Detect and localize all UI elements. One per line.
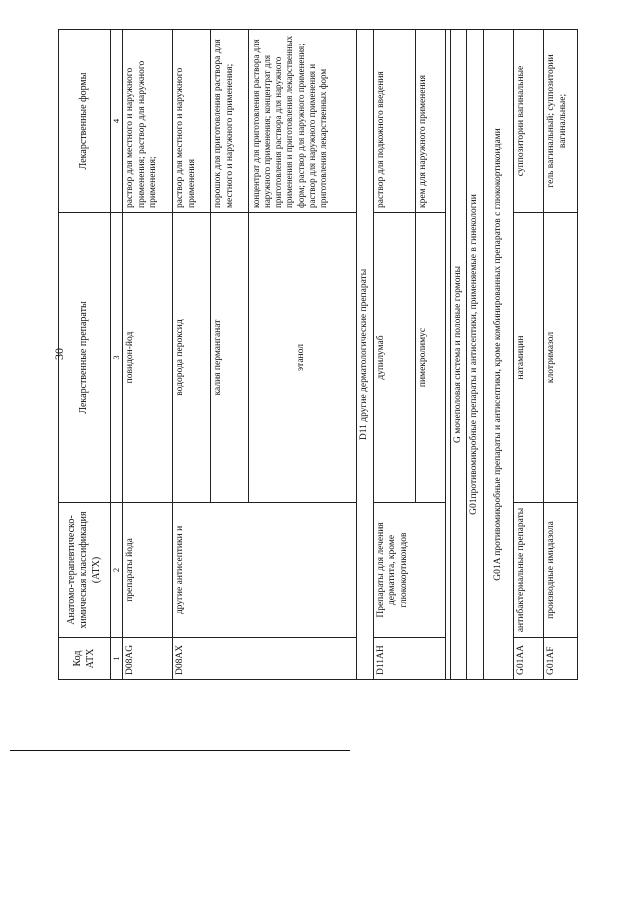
row-code: D11AH bbox=[373, 638, 445, 680]
row-forms: крем для наружного применения bbox=[415, 30, 445, 213]
row-forms: суппозитории вагинальные bbox=[514, 30, 544, 213]
row-code: G01AF bbox=[544, 638, 578, 680]
row-preparation: водорода пероксид bbox=[172, 213, 210, 503]
row-atc: производные имидазола bbox=[544, 503, 578, 638]
header-row bbox=[59, 30, 111, 680]
col-number: 1 bbox=[111, 638, 123, 680]
row-preparation: дупилумаб bbox=[373, 213, 415, 503]
col-number: 3 bbox=[111, 213, 123, 503]
row-preparation: натамицин bbox=[514, 213, 544, 503]
table-row bbox=[122, 30, 172, 680]
table-row bbox=[514, 30, 544, 680]
header-preparations: Лекарственные препараты bbox=[59, 213, 111, 503]
row-forms: раствор для подкожного введения bbox=[373, 30, 415, 213]
row-forms: раствор для местного и наружного применения bbox=[172, 30, 210, 213]
page-number: 30 bbox=[52, 348, 66, 360]
row-preparation: клотримазол bbox=[544, 213, 578, 503]
group-row bbox=[467, 30, 484, 680]
row-forms: порошок для приготовления раствора для местного и наружного применения; bbox=[210, 30, 248, 213]
group-g01a: G01A противомикробные препараты и антисептики, кроме комбинированных препаратов с глюкокортикоидами bbox=[484, 30, 514, 680]
group-g01: G01противомикробные препараты и антисептики, применяемые в гинекологии bbox=[467, 30, 484, 680]
row-preparation: калия перманганат bbox=[210, 213, 248, 503]
row-preparation: этанол bbox=[248, 213, 356, 503]
group-g: G мочеполовая система и половые гормоны bbox=[450, 30, 467, 680]
table-row bbox=[172, 30, 210, 680]
column-number-row bbox=[111, 30, 123, 680]
col-number: 4 bbox=[111, 30, 123, 213]
header-code: Код АТХ bbox=[59, 638, 111, 680]
row-atc: антибактериальные препараты bbox=[514, 503, 544, 638]
header-forms: Лекарственные формы bbox=[59, 30, 111, 213]
group-row bbox=[484, 30, 514, 680]
row-forms: концентрат для приготовления раствора для наружного применения; концентрат для приготовления раствора для наружного применения и приготовления лекарственных форм; раствор для наружного применения; раствор для наружного применения и приготовления лекарственных форм bbox=[248, 30, 356, 213]
row-preparation: повидон-йод bbox=[122, 213, 172, 503]
group-row bbox=[356, 30, 373, 680]
row-atc: другие антисептики и bbox=[172, 503, 356, 638]
header-atc: Анатомо-терапевтическо-химическая классификация (АТХ) bbox=[59, 503, 111, 638]
table-row bbox=[544, 30, 578, 680]
col-number: 2 bbox=[111, 503, 123, 638]
row-forms: гель вагинальный; суппозитории вагинальные; bbox=[544, 30, 578, 213]
horizontal-rule bbox=[10, 750, 350, 751]
row-code: D08AG bbox=[122, 638, 172, 680]
table-row bbox=[373, 30, 415, 680]
row-atc: Препараты для лечения дерматита, кроме глюкокортикоидов bbox=[373, 503, 445, 638]
rotated-table-container bbox=[58, 30, 569, 680]
row-code: G01AA bbox=[514, 638, 544, 680]
group-row bbox=[450, 30, 467, 680]
row-preparation: пимекролимус bbox=[415, 213, 445, 503]
row-atc: препараты йода bbox=[122, 503, 172, 638]
row-forms: раствор для местного и наружного применения; раствор для наружного применения; bbox=[122, 30, 172, 213]
row-code: D08AX bbox=[172, 638, 356, 680]
group-d11: D11 другие дерматологические препараты bbox=[356, 30, 373, 680]
atc-table bbox=[58, 29, 578, 680]
